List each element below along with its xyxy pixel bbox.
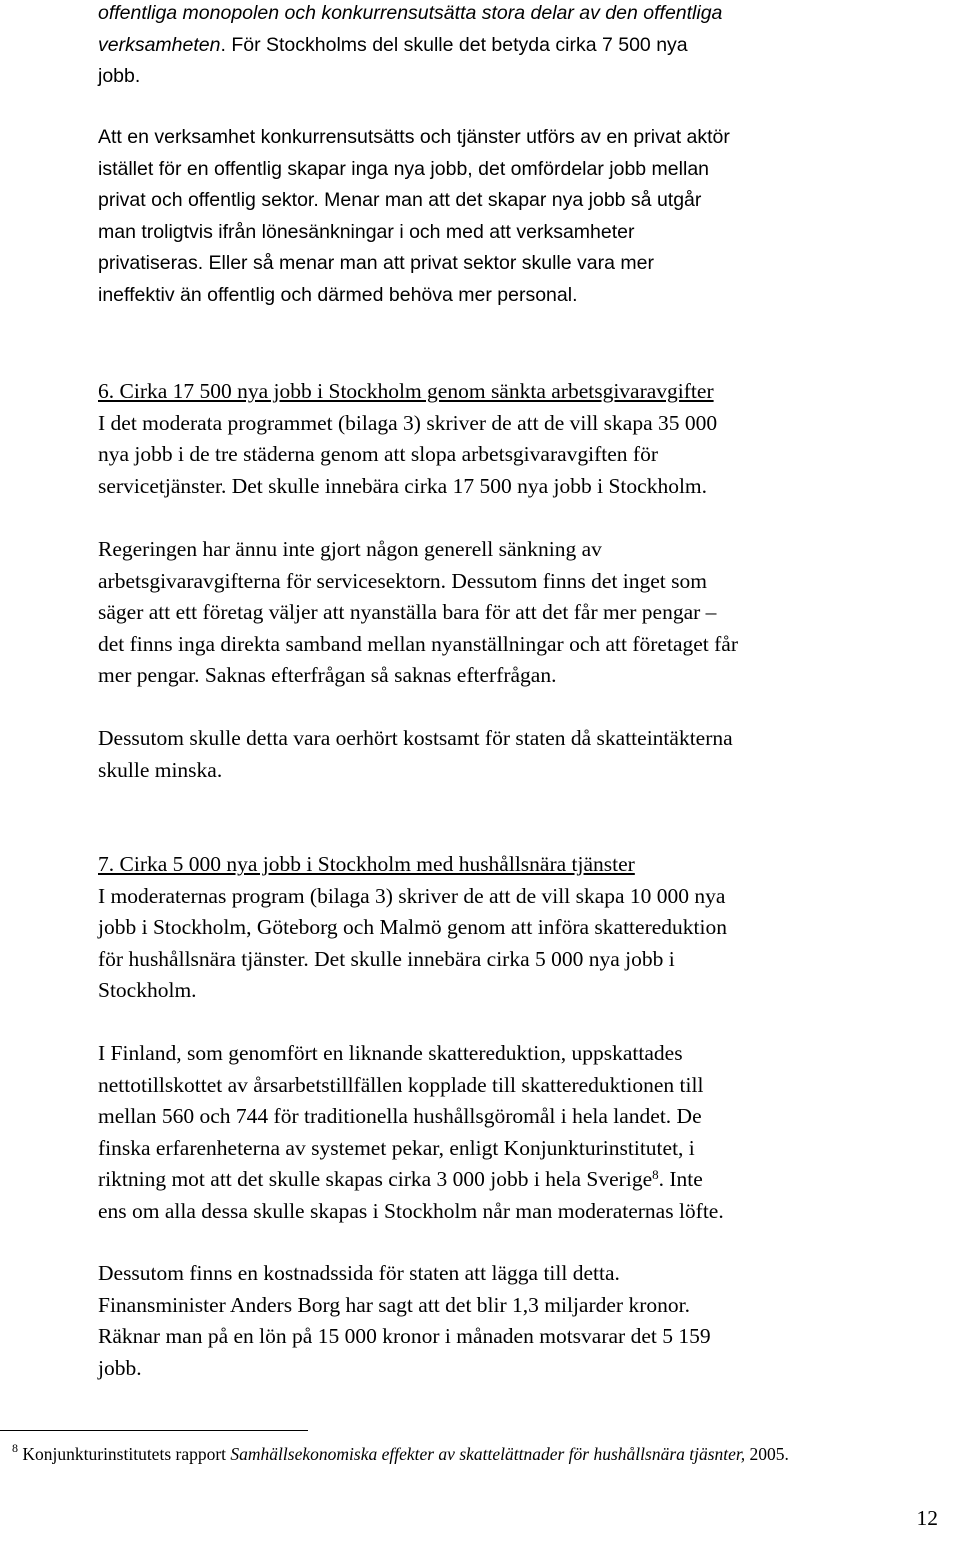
- section-6-paragraph-2: [98, 534, 918, 692]
- text-line: nettotillskottet av årsarbetstillfällen kopplade till skattereduktionen till: [98, 1072, 704, 1097]
- text-line: privat och offentlig sektor. Menar man att det skapar nya jobb så utgår: [98, 189, 702, 211]
- section-6-paragraph-3: [98, 723, 918, 786]
- text-line: skulle minska.: [98, 757, 223, 782]
- text-line: I moderaternas program (bilaga 3) skriver de att de vill skapa 10 000 nya: [98, 883, 726, 908]
- footnote-text: Konjunkturinstitutets rapport: [18, 1444, 231, 1464]
- section-6-heading: 6. Cirka 17 500 nya jobb i Stockholm genom sänkta arbetsgivaravgifter: [98, 379, 714, 403]
- text-line: Att en verksamhet konkurrensutsätts och tjänster utförs av en privat aktör: [98, 126, 730, 148]
- text-line: nya jobb i de tre städerna genom att slopa arbetsgivaravgiften för: [98, 442, 658, 466]
- text-line: finska erfarenheterna av systemet pekar, enligt Konjunkturinstitutet, i: [98, 1135, 695, 1160]
- footnote-marker: 8: [12, 1441, 18, 1455]
- footnote-reference[interactable]: 8: [652, 1167, 659, 1182]
- footnote-divider: [0, 1430, 308, 1431]
- text-line: ineffektiv än offentlig och därmed behöva mer personal.: [98, 283, 578, 306]
- footnote: [12, 1442, 789, 1466]
- text-line: I det moderata programmet (bilaga 3) skriver de att de vill skapa 35 000: [98, 410, 718, 435]
- page-number: 12: [916, 1506, 938, 1530]
- text-line: istället för en offentlig skapar inga nya jobb, det omfördelar jobb mellan: [98, 157, 710, 180]
- intro-paragraph: [98, 0, 918, 93]
- intro-line-1: offentliga monopolen och konkurrensutsätta stora delar av den offentliga: [98, 2, 723, 24]
- section-7: [98, 849, 918, 1007]
- text-line: arbetsgivaravgifterna för servicesektorn. Dessutom finns det inget som: [98, 568, 707, 593]
- text-line: jobb i Stockholm, Göteborg och Malmö genom att införa skattereduktion: [98, 915, 727, 939]
- section-7-paragraph-2: [98, 1038, 918, 1227]
- text-line: Regeringen har ännu inte gjort någon generell sänkning av: [98, 537, 602, 561]
- text-line: jobb.: [98, 1355, 142, 1380]
- text-line: servicetjänster. Det skulle innebära cirka 17 500 nya jobb i Stockholm.: [98, 473, 708, 498]
- text-line: man troligtvis ifrån lönesänkningar i och med att verksamheter: [98, 220, 635, 243]
- text-line: Dessutom skulle detta vara oerhört kostsamt för staten då skatteintäkterna: [98, 726, 733, 750]
- intro-line-3: jobb.: [98, 65, 141, 87]
- intro-line-2: verksamheten. För Stockholms del skulle det betyda cirka 7 500 nya: [98, 33, 688, 56]
- text-line: säger att ett företag väljer att nyanställa bara för att det får mer pengar –: [98, 600, 717, 624]
- text-line: mer pengar. Saknas efterfrågan så saknas efterfrågan.: [98, 663, 557, 687]
- text-line-with-footnote: riktning mot att det skulle skapas cirka 3 000 jobb i hela Sverige$^8$. Inte: [98, 1167, 703, 1191]
- text-line: Stockholm.: [98, 978, 197, 1002]
- text-line: Finansminister Anders Borg har sagt att det blir 1,3 miljarder kronor.: [98, 1292, 690, 1317]
- text-line: mellan 560 och 744 för traditionella hushållsgöromål i hela landet. De: [98, 1104, 702, 1128]
- footnote-title: Samhällsekonomiska effekter av skattelättnader för hushållsnära tjäsnter,: [230, 1444, 746, 1464]
- paragraph-privatization: [98, 122, 918, 311]
- text-line: för hushållsnära tjänster. Det skulle innebära cirka 5 000 nya jobb i: [98, 946, 675, 971]
- section-7-heading: 7. Cirka 5 000 nya jobb i Stockholm med hushållsnära tjänster: [98, 852, 635, 876]
- text-line: Räknar man på en lön på 15 000 kronor i månaden motsvarar det 5 159: [98, 1324, 711, 1348]
- text-line: ens om alla dessa skulle skapas i Stockholm når man moderaternas löfte.: [98, 1198, 724, 1223]
- footnote-year: 2005.: [745, 1444, 789, 1464]
- text-line: privatiseras. Eller så menar man att privat sektor skulle vara mer: [98, 252, 654, 274]
- text-line: det finns inga direkta samband mellan nyanställningar och att företaget får: [98, 631, 738, 656]
- text-line: Dessutom finns en kostnadssida för staten att lägga till detta.: [98, 1261, 620, 1285]
- section-7-paragraph-3: [98, 1258, 918, 1384]
- text-line: I Finland, som genomfört en liknande skattereduktion, uppskattades: [98, 1041, 683, 1065]
- section-6: [98, 376, 918, 502]
